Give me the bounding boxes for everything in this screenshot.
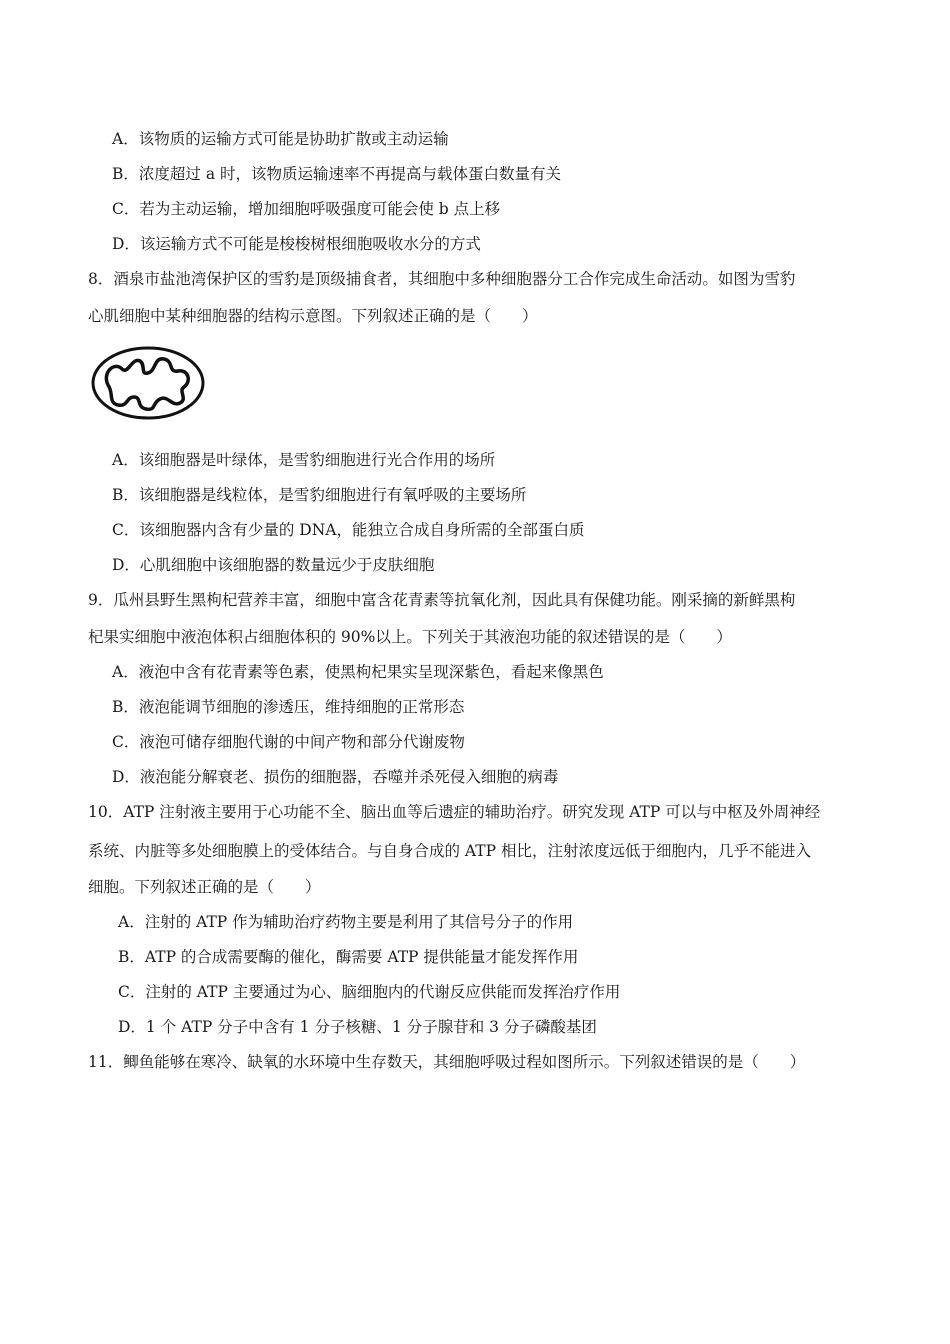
q8-option-d: D．心肌细胞中该细胞器的数量远少于皮肤细胞 [112,556,435,574]
q8-option-c: C．该细胞器内含有少量的 DNA，能独立合成自身所需的全部蛋白质 [112,521,585,539]
q7-option-b: B．浓度超过 a 时，该物质运输速率不再提高与载体蛋白数量有关 [112,165,561,183]
q9-option-b: B．液泡能调节细胞的渗透压，维持细胞的正常形态 [112,698,465,716]
q7-option-a: A．该物质的运输方式可能是协助扩散或主动运输 [112,130,449,148]
q10-option-a: A．注射的 ATP 作为辅助治疗药物主要是利用了其信号分子的作用 [118,913,574,931]
q11-stem-line-1: 11．鲫鱼能够在寒冷、缺氧的水环境中生存数天，其细胞呼吸过程如图所示。下列叙述错误的是（ ） [88,1053,806,1071]
q7-option-d: D．该运输方式不可能是梭梭树根细胞吸收水分的方式 [112,235,481,253]
q7-option-c: C．若为主动运输，增加细胞呼吸强度可能会使 b 点上移 [112,200,501,218]
q9-stem-line-2: 杞果实细胞中液泡体积占细胞体积的 90%以上。下列关于其液泡功能的叙述错误的是（ ） [88,628,732,646]
q10-option-c: C．注射的 ATP 主要通过为心、脑细胞内的代谢反应供能而发挥治疗作用 [118,983,621,1001]
q8-stem-line-2: 心肌细胞中某种细胞器的结构示意图。下列叙述正确的是（ ） [88,307,538,325]
q10-option-d: D．1 个 ATP 分子中含有 1 分子核糖、1 分子腺苷和 3 分子磷酸基团 [118,1018,597,1036]
q8-stem-line-1: 8．酒泉市盐池湾保护区的雪豹是顶级捕食者，其细胞中多种细胞器分工合作完成生命活动。如图为雪豹 [88,270,796,288]
q10-stem-line-3: 细胞。下列叙述正确的是（ ） [88,878,321,896]
q9-option-a: A．液泡中含有花青素等色素，使黑枸杞果实呈现深紫色，看起来像黑色 [112,663,604,681]
q10-stem-line-2: 系统、内脏等多处细胞膜上的受体结合。与自身合成的 ATP 相比，注射浓度远低于细胞内，几乎不能进入 [88,842,811,860]
q9-option-c: C．液泡可储存细胞代谢的中间产物和部分代谢废物 [112,733,465,751]
q9-option-d: D．液泡能分解衰老、损伤的细胞器，吞噬并杀死侵入细胞的病毒 [112,768,559,786]
q9-stem-line-1: 9．瓜州县野生黑枸杞营养丰富，细胞中富含花青素等抗氧化剂，因此具有保健功能。刚采摘的新鲜黑枸 [88,591,796,609]
q10-stem-line-1: 10．ATP 注射液主要用于心功能不全、脑出血等后遗症的辅助治疗。研究发现 ATP 可以与中枢及外周神经 [88,803,821,821]
q8-option-b: B．该细胞器是线粒体，是雪豹细胞进行有氧呼吸的主要场所 [112,486,527,504]
q10-option-b: B．ATP 的合成需要酶的催化，酶需要 ATP 提供能量才能发挥作用 [118,948,579,966]
mitochondrion-diagram [88,343,210,423]
q8-option-a: A．该细胞器是叶绿体，是雪豹细胞进行光合作用的场所 [112,451,496,469]
